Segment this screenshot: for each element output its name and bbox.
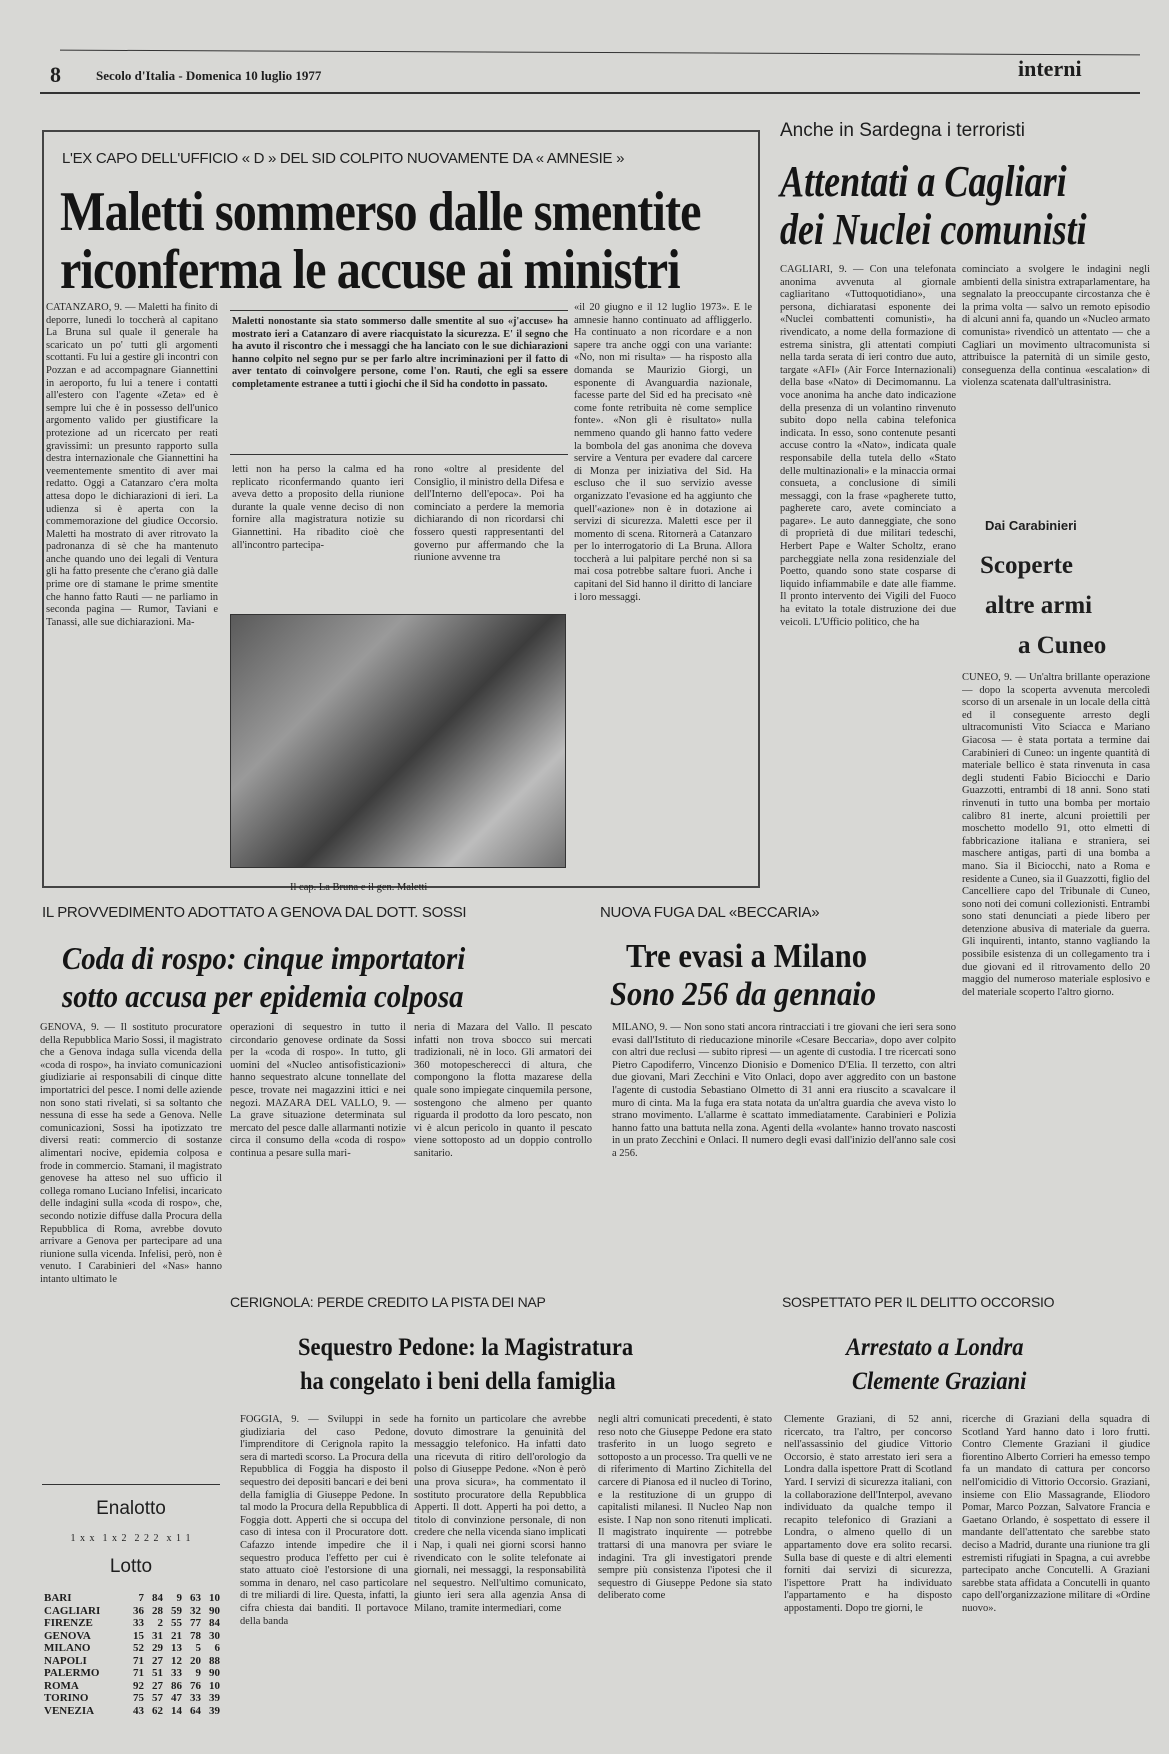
pedone-col-2: ha fornito un particolare che avrebbe dovuto dimostrare la genuinità del messaggio telefonico. Ha infatti dato una ricevuta di ritiro dell'orologio da polso di Giuseppe Pedone. «Non è però una prova sicura», ha commentato il sostituto procuratore della Repubblica Apperti. Il dott. Apperti ha poi detto, a titolo di convinzione personale, di non credere che nella vicenda siano implicati i Nap, i quali nei giorni scorsi hanno rivendicato con le solite telefonate ai giornali, nei messaggi, la responsabilità nel sequestro. Nell'ultimo comunicato, giunto ieri sera alla agenzia Ansa di Milano, tramite intermediari, come — [414, 1414, 586, 1614]
lotto-top-rule — [42, 1484, 220, 1485]
enalotto-title: Enalotto — [96, 1498, 166, 1519]
cuneo-headline-3: a Cuneo — [1018, 632, 1107, 659]
pedone-col-1: FOGGIA, 9. — Sviluppi in sede giudiziaria del caso Pedone, l'imprenditore di Cerignola rapito la sera di martedì scorso. La Procura della Repubblica di Foggia ha disposto il sequestro dei depositi bancari e dei beni della famiglia di Giuseppe Pedone. In tal modo la Procura della Repubblica di Foggia dott. Apperti che si occupa del caso di intesa con il Procuratore dott. Cafazzo intende impedire che il sequestro produca l'effetto per cui è stato attuato cioè l'estorsione di una somma in denaro, nel caso particolare di tre miliardi di lire. Questa, infatti, la cifra chiesta dai banditi. Il portavoce della banda — [240, 1414, 408, 1627]
cuneo-headline-2: altre armi — [985, 592, 1093, 619]
graziani-headline-2: Clemente Graziani — [852, 1368, 1027, 1395]
evasi-headline-2: Sono 256 da gennaio — [610, 976, 877, 1013]
pedone-headline-1: Sequestro Pedone: la Magistratura — [298, 1334, 634, 1361]
lotto-row — [44, 1692, 220, 1705]
evasi-kicker: NUOVA FUGA DAL «BECCARIA» — [600, 904, 820, 921]
lotto-number: 12 — [171, 1654, 182, 1667]
lotto-numbers — [125, 1705, 220, 1718]
coda-col-3: neria di Mazara del Vallo. Il pescato infatti non trova sbocco sui mercati tradizionali, nè in loco. Gli armatori dei 360 motopescherecci di altura, che compongono la flotta mazarese della quale sono impiegate cinquemila persone, sostengono che almeno per quanto riguarda il prodotto da loro pescato, non vi è alcun pericolo in quanto il pescato viene sottoposto ad un doppio controllo sanitario. — [414, 1022, 592, 1159]
section-name: interni — [1018, 56, 1082, 81]
page-number: 8 — [50, 62, 61, 87]
cagliari-headline-1: Attentati a Cagliari — [780, 157, 1067, 206]
lotto-number: 86 — [171, 1679, 182, 1692]
lotto-number: 62 — [152, 1704, 163, 1717]
masthead-top-rule — [60, 50, 1140, 56]
lotto-number: 47 — [171, 1692, 182, 1704]
maletti-col-1: CATANZARO, 9. — Maletti ha finito di deporre, lunedì lo toccherà al capitano La Bruna sul quale il generale ha scaricato un po' tutti gli argomenti scottanti. Fu lui a gestire gli incontri con Pozzan e ad accompagnare Giannettini in aeroporto, fu lui a tenere i contatti all'estero con l'agente «Zeta» ed è sempre lui che è in possesso dell'unico argomento valido per giustificare la protezione ad un ricercato per reati gravissimi: un presunto rapporto sulla destra internazionale che Giannettini ha veementemente smentito di aver mai redatto. Oggi a Catanzaro c'era molta attesa dopo le dichiarazioni di ieri. La udienza si è aperta con la commemorazione del giudice Occorsio. Maletti ha mostrato di aver ritrovato la padronanza di sè che ha mantenuto anche quando uno dei legali di Ventura gli ha fatto presente che c'erano già dalle prime ore di stamane le prime smentite che hanno fatto Rauti — ne parliamo in seconda pagina — Rumor, Taviani e Tanassi, alle sue dichiarazioni. Ma- — [46, 302, 218, 628]
lotto-city: GENOVA — [44, 1629, 91, 1642]
lotto-numbers — [125, 1667, 220, 1680]
maletti-col-2: letti non ha perso la calma ed ha replicato riconfermando quanto ieri aveva detto a proposito della riunione durante la quale venne deciso di non fornire alla magistratura notizie su Giannettini. Ha ribadito cioè che all'incontro partecipa- — [232, 464, 404, 551]
pedone-col-3: negli altri comunicati precedenti, è stato reso noto che Giuseppe Pedone era stato trasferito in un luogo segreto e sottoposto a un processo. Tra quelli ve ne di riferimento di Martino Zichitella del carcere di Pianosa ed il nucleo di Torino, e la restituzione di un gruppo di capitalisti milanesi. Il Nucleo Nap non esiste. I Nap non sono ritenuti implicati. Il magistrato inquirente — potrebbe trattarsi di una manovra per sviare le indagini. Tra gli investigatori prende sempre più consistenza l'ipotesi che il sequestro di Giuseppe Pedone sia stato deliberato come — [598, 1414, 772, 1602]
lotto-city: FIRENZE — [44, 1617, 93, 1629]
lotto-numbers — [125, 1642, 220, 1655]
lotto-number: 90 — [209, 1604, 220, 1617]
lotto-number: 6 — [214, 1642, 220, 1654]
lotto-city: CAGLIARI — [44, 1604, 101, 1617]
lotto-number: 63 — [190, 1592, 201, 1604]
lotto-number: 2 — [157, 1617, 163, 1629]
cagliari-col-1: CAGLIARI, 9. — Con una telefonata anonima avvenuta al giornale cagliaritano «Tuttoquotidiano», una persona, dichiaratasi esponente dei «Nuclei combattenti comunisti», ha rivendicato, a nome della formazione di estrema sinistra, gli attentati compiuti nella tarda serata di ieri contro due auto, targate «AFI» (Air Force Internazionali) della base «Nato» di Decimomannu. La voce anonima ha anche dato indicazione della presenza di un volantino rinvenuto subito dopo nella cabina telefonica indicata. In esso, sono contenute pesanti accuse contro la «Nato», indicata quale responsabile della tutela dello «Stato delle multinazionali» e la minaccia ormai consueta, a conclusione di simili messaggi, con la frase «pagherete tutto, pagherete caro, avete cominciato a pagare». Le auto danneggiate, che sono di proprietà di due militari tedeschi, Herbert Pape e Walter Scholtz, erano parcheggiate nella zona residenziale del Poetto, quando sono state cosparse di liquido infiammabile e date alle fiamme. Il pronto intervento dei Vigili del Fuoco ha evitato la totale distruzione dei due veicoli. L'Ufficio politico, che ha — [780, 264, 956, 628]
paper-date: Secolo d'Italia - Domenica 10 luglio 1977 — [96, 68, 322, 83]
maletti-intro: Maletti nonostante sia stato sommerso dalle smentite al suo «j'accuse» ha mostrato ieri a Catanzaro di avere riacquistato la sicurezza. E' il segno che ha avuto il riscontro che i messaggi che ha lanciato con le sue dichiarazioni hanno colpito nel segno pur se per farlo altre incriminazioni per il fatto di aver tentato di coinvolgere persone, come l'on. Rauti, che egli sa essere completamente estranee a tutti i giochi che il Sid ha condotto in passato. — [232, 316, 568, 390]
lotto-number: 32 — [190, 1604, 201, 1617]
graziani-col-2: ricerche di Graziani della squadra di Scotland Yard hanno dato i loro frutti. Contro Clemente Graziani il giudice fiorentino Alberto Corrieri ha emesso tempo fa un mandato di cattura per concorso nell'omicidio di Vittorio Occorsio. Graziani, insieme con Elio Massagrande, Eliodoro Pomar, Marco Pozzan, Salvatore Francia e Gaetano Orlando, è sospettato di essere il mandante dell'attentato che sarebbe stato deciso a Madrid, durante una riunione tra gli estremisti rifugiati in Spagna, a cui avrebbe partecipato anche Concutelli. A Graziani sarebbe stata affidata a Concutelli in quanto capo dell'organizzazione militare di «Ordine nuovo». — [962, 1414, 1150, 1614]
coda-headline-1: Coda di rospo: cinque importatori — [62, 940, 466, 976]
cuneo-body: CUNEO, 9. — Un'altra brillante operazione — dopo la scoperta avvenuta mercoledì scorso di un arsenale in un locale della città ed il conseguente arresto degli ultracomunisti Vito Sciacca e Mariano Giacosa — è stata portata a termine dai Carabinieri di Cuneo: un ingente quantità di materiale bellico è stata rinvenuta in casa degli studenti Fabio Biciocchi e Dario Guazzotti, entrambi di 18 anni. Sono stati rinvenuti in tutto una bomba per mortaio calibro 81 inerte, alcuni proiettili per moschetto modello 91, otto elmetti di fabbricazione italiana e straniera, sei maschere antigas, parti di una bomba a mano. Sia il Biciocchi, nato a Roma e residente a Cuneo, sia il Guazzotti, figlio del Cancelliere capo del Tribunale di Cuneo, sono noti dei comuni collezionisti. Entrambi sono stati denunciati a piede libero per detenzione abusiva di materiale da guerra. Gli inquirenti, intanto, stanno vagliando la possibile esistenza di un collegamento tra i due giovani ed il ritrovamento dello 20 maggio del numeroso materiale esplosivo e del materiale scoperto l'altro giorno. — [962, 672, 1150, 998]
lotto-number: 13 — [171, 1642, 182, 1654]
lotto-number: 20 — [190, 1654, 201, 1667]
lotto-numbers — [125, 1617, 220, 1630]
graziani-kicker: SOSPETTATO PER IL DELITTO OCCORSIO — [782, 1294, 1055, 1310]
lotto-city: NAPOLI — [44, 1654, 87, 1667]
lotto-numbers — [125, 1605, 220, 1618]
lotto-row — [44, 1617, 220, 1630]
lotto-number: 43 — [133, 1704, 144, 1717]
lotto-number: 33 — [190, 1692, 201, 1704]
cagliari-headline-2: dei Nuclei comunisti — [780, 205, 1087, 254]
lotto-numbers — [125, 1680, 220, 1693]
lotto-number: 29 — [152, 1642, 163, 1654]
lotto-number: 10 — [209, 1592, 220, 1604]
lotto-city: TORINO — [44, 1692, 89, 1704]
lotto-number: 55 — [171, 1617, 182, 1629]
maletti-kicker: L'EX CAPO DELL'UFFICIO « D » DEL SID COLPITO NUOVAMENTE DA « AMNESIE » — [62, 150, 625, 167]
evasi-body: MILANO, 9. — Non sono stati ancora rintracciati i tre giovani che ieri sera sono evasi dall'Istituto di rieducazione minorile «Cesare Beccaria», dopo aver colpito con altri due reclusi — subito ripresi — un agente di custodia. I tre ricercati sono Pietro Capodiferro, Vincenzo Dionisio e Domenico D'Elia. Il terzetto, con altri due giovani, Mari Zecchini e Vito Onlaci, dopo aver aggredito con un bastone l'agente di custodia Sebastiano Olmetto di 31 anni era riuscito a scavalcare il muro di cinta. Ma la fuga era stata notata da un'altra guardia che aveva visto lo strano movimento. L'allarme è scattato immediatamente. Carabinieri e Polizia hanno fatto una battuta nella zona. Agenti della «volante» hanno trovato nascosti in un prato Zecchini e Onlaci. Il numero degli evasi dall'inizio dell'anno sale così a 256. — [612, 1022, 956, 1159]
maletti-headline-2: riconferma le accuse ai ministri — [60, 239, 680, 301]
lotto-row — [44, 1605, 220, 1618]
cuneo-kicker: Dai Carabinieri — [985, 518, 1077, 533]
lotto-number: 78 — [190, 1629, 201, 1642]
lotto-number: 51 — [152, 1667, 163, 1679]
lotto-city: PALERMO — [44, 1667, 100, 1679]
lotto-number: 84 — [152, 1592, 163, 1604]
lotto-row — [44, 1705, 220, 1718]
coda-col-1: GENOVA, 9. — Il sostituto procuratore della Repubblica Mario Sossi, il magistrato che a Genova indaga sulla vicenda della «coda di rospo», ha inviato comunicazioni giudiziarie ai responsabili di cinque ditte importatrici del pesce. I nomi delle aziende non sono stati rivelati, si sa soltanto che nessuna di esse ha sede a Genova. Nelle comunicazioni, Sossi ha ipotizzato tre diversi reati: commercio di sostanze alimentari nocive, epidemia colposa e frode in commercio. Stamani, il magistrato genovese ha atteso nel suo ufficio il collega romano Luciano Infelisi, incaricato delle indagini sulla «coda di rospo», che, secondo notizie diffuse dalla Procura della Repubblica di Roma, avrebbe dovuto arrivare a Genova per partecipare ad una riunione sulla vicenda. Infelisi, però, non è venuto. I Carabinieri del «Nas» hanno intanto ultimato le — [40, 1022, 222, 1285]
coda-kicker: IL PROVVEDIMENTO ADOTTATO A GENOVA DAL DOTT. SOSSI — [42, 904, 467, 921]
lotto-number: 30 — [209, 1629, 220, 1642]
lotto-table — [44, 1592, 220, 1717]
lotto-number: 36 — [133, 1604, 144, 1617]
lotto-number: 76 — [190, 1679, 201, 1692]
lotto-numbers — [125, 1630, 220, 1643]
lotto-number: 71 — [133, 1667, 144, 1679]
lotto-number: 90 — [209, 1667, 220, 1679]
intro-top-rule — [230, 310, 568, 311]
lotto-number: 27 — [152, 1679, 163, 1692]
photo-caption: Il cap. La Bruna e il gen. Maletti — [290, 882, 428, 893]
evasi-headline-1: Tre evasi a Milano — [626, 938, 868, 975]
lotto-numbers — [125, 1592, 220, 1605]
pedone-kicker: CERIGNOLA: PERDE CREDITO LA PISTA DEI NAP — [230, 1294, 546, 1310]
coda-col-2: operazioni di sequestro in tutto il circondario genovese ordinate da Sossi per la «coda di rospo». In tutto, gli uomini del «Nucleo antisofisticazioni» hanno sequestrato alcune tonnellate del pesce, trovate nei magazzini ittici e nei negozi. MAZARA DEL VALLO, 9. — La grave situazione determinata sul mercato del pesce dalle allarmanti notizie circa il consumo della «coda di rospo» continua a pesare sulla mari- — [230, 1022, 406, 1159]
lotto-number: 33 — [171, 1667, 182, 1679]
lotto-numbers — [125, 1655, 220, 1668]
lotto-row — [44, 1680, 220, 1693]
maletti-col-3: rono «oltre al presidente del Consiglio, il ministro della Difesa e dell'Interno dell'epoca». Poi ha cominciato a perdere la memoria dichiarando di non ricordarsi chi fossero questi rappresentanti del governo pur affermando che la riunione avvenne tra — [414, 464, 564, 564]
lotto-row — [44, 1655, 220, 1668]
pedone-headline-2: ha congelato i beni della famiglia — [300, 1368, 616, 1395]
lotto-number: 39 — [209, 1692, 220, 1704]
masthead-bottom-rule — [40, 92, 1140, 94]
maletti-headline-1: Maletti sommerso dalle smentite — [60, 181, 701, 243]
lotto-city: ROMA — [44, 1679, 79, 1692]
lotto-row — [44, 1630, 220, 1643]
lotto-row — [44, 1667, 220, 1680]
lotto-number: 71 — [133, 1654, 144, 1667]
lotto-number: 9 — [195, 1667, 201, 1679]
lotto-number: 27 — [152, 1654, 163, 1667]
cuneo-headline-1: Scoperte — [980, 552, 1074, 579]
lotto-number: 10 — [209, 1679, 220, 1692]
lotto-title: Lotto — [109, 1556, 153, 1577]
lotto-number: 5 — [195, 1642, 201, 1654]
lotto-number: 31 — [152, 1629, 163, 1642]
lotto-number: 64 — [190, 1704, 201, 1717]
lotto-number: 15 — [133, 1629, 144, 1642]
lotto-number: 84 — [209, 1617, 220, 1629]
cagliari-kicker: Anche in Sardegna i terroristi — [780, 120, 1026, 141]
lotto-number: 33 — [133, 1617, 144, 1629]
lotto-number: 57 — [152, 1692, 163, 1704]
lotto-numbers — [125, 1692, 220, 1705]
coda-headline-2: sotto accusa per epidemia colposa — [62, 978, 464, 1014]
enalotto-column: 1 x x 1 x 2 2 2 2 x 1 1 — [70, 1533, 192, 1544]
lotto-number: 14 — [171, 1704, 182, 1717]
lotto-row — [44, 1642, 220, 1655]
lotto-city: VENEZIA — [44, 1704, 95, 1717]
lotto-city: MILANO — [44, 1642, 91, 1654]
lotto-city: BARI — [44, 1592, 72, 1604]
lotto-number: 9 — [176, 1592, 182, 1604]
lotto-number: 77 — [190, 1617, 201, 1629]
lotto-number: 21 — [171, 1629, 182, 1642]
lotto-number: 52 — [133, 1642, 144, 1654]
intro-bottom-rule — [230, 454, 568, 455]
lotto-number: 75 — [133, 1692, 144, 1704]
maletti-col-4: «il 20 giugno e il 12 luglio 1973». E le amnesie hanno continuato ad affliggerlo. Ha continuato a non ricordare e a non sapere tra anche oggi con una variante: «No, non mi risulta» — ha risposto alla domanda se Maurizio Giorgi, un esponente di Avanguardia nazionale, facesse parte del Sid ed ha precisato «nè come fonte retribuita nè come semplice fonte». «Non gli è risultato» nulla nemmeno quando gli hanno fatto vedere la bombola del gas anonima che doveva servire a Ventura per evadere dal carcere di Monza per iniziativa del Sid. Ha escluso che il suo servizio avesse organizzato l'evasione ed ha aggiunto che quell'«azione» non è in dotazione ai servizi di sicurezza. Maletti esce per il momento di scena. Ritornerà a Catanzaro per lo interrogatorio di La Bruna. Allora toccherà a lui palpitare perché non si sa mai cosa potrebbe saltare fuori. Anche i capitani del Sid hanno il diritto di lanciare i loro messaggi. — [574, 302, 752, 603]
lotto-number: 92 — [133, 1679, 144, 1692]
cagliari-col-2: cominciato a svolgere le indagini negli ambienti della sinistra extraparlamentare, ha segnalato la preoccupante circostanza che è la prima volta — salvo un remoto episodio di alcuni anni fa, quando un «Nucleo armato comunista» rivendicò un attentato — che a Cagliari un movimento ultracomunista si attribuisce la paternità di un simile gesto, conseguenza della continua «escalation» di violenza scatenata dall'ultrasinistra. — [962, 264, 1150, 389]
lotto-row — [44, 1592, 220, 1605]
lotto-number: 28 — [152, 1604, 163, 1617]
lotto-number: 39 — [209, 1704, 220, 1717]
lotto-number: 59 — [171, 1604, 182, 1617]
graziani-headline-1: Arrestato a Londra — [846, 1334, 1024, 1361]
graziani-col-1: Clemente Graziani, di 52 anni, ricercato, tra l'altro, per concorso nell'assassinio del giudice Vittorio Occorsio, è stato arrestato ieri sera a Londra dalla ispettore Pratt di Scotland Yard. I servizi di sicurezza italiani, con la collaborazione dell'Interpol, avevano individuato da qualche tempo il recapito telefonico di Graziani a Londra, o almeno quello di un appartamento dove era solito recarsi. Sulla base di queste e di altri elementi forniti dai servizi di sicurezza, l'ispettore Pratt ha individuato l'appartamento e ha disposto appostamenti. Dopo tre giorni, le — [784, 1414, 952, 1614]
lotto-number: 88 — [209, 1654, 220, 1667]
lotto-number: 7 — [138, 1592, 144, 1604]
photo-la-bruna-maletti — [230, 614, 566, 868]
